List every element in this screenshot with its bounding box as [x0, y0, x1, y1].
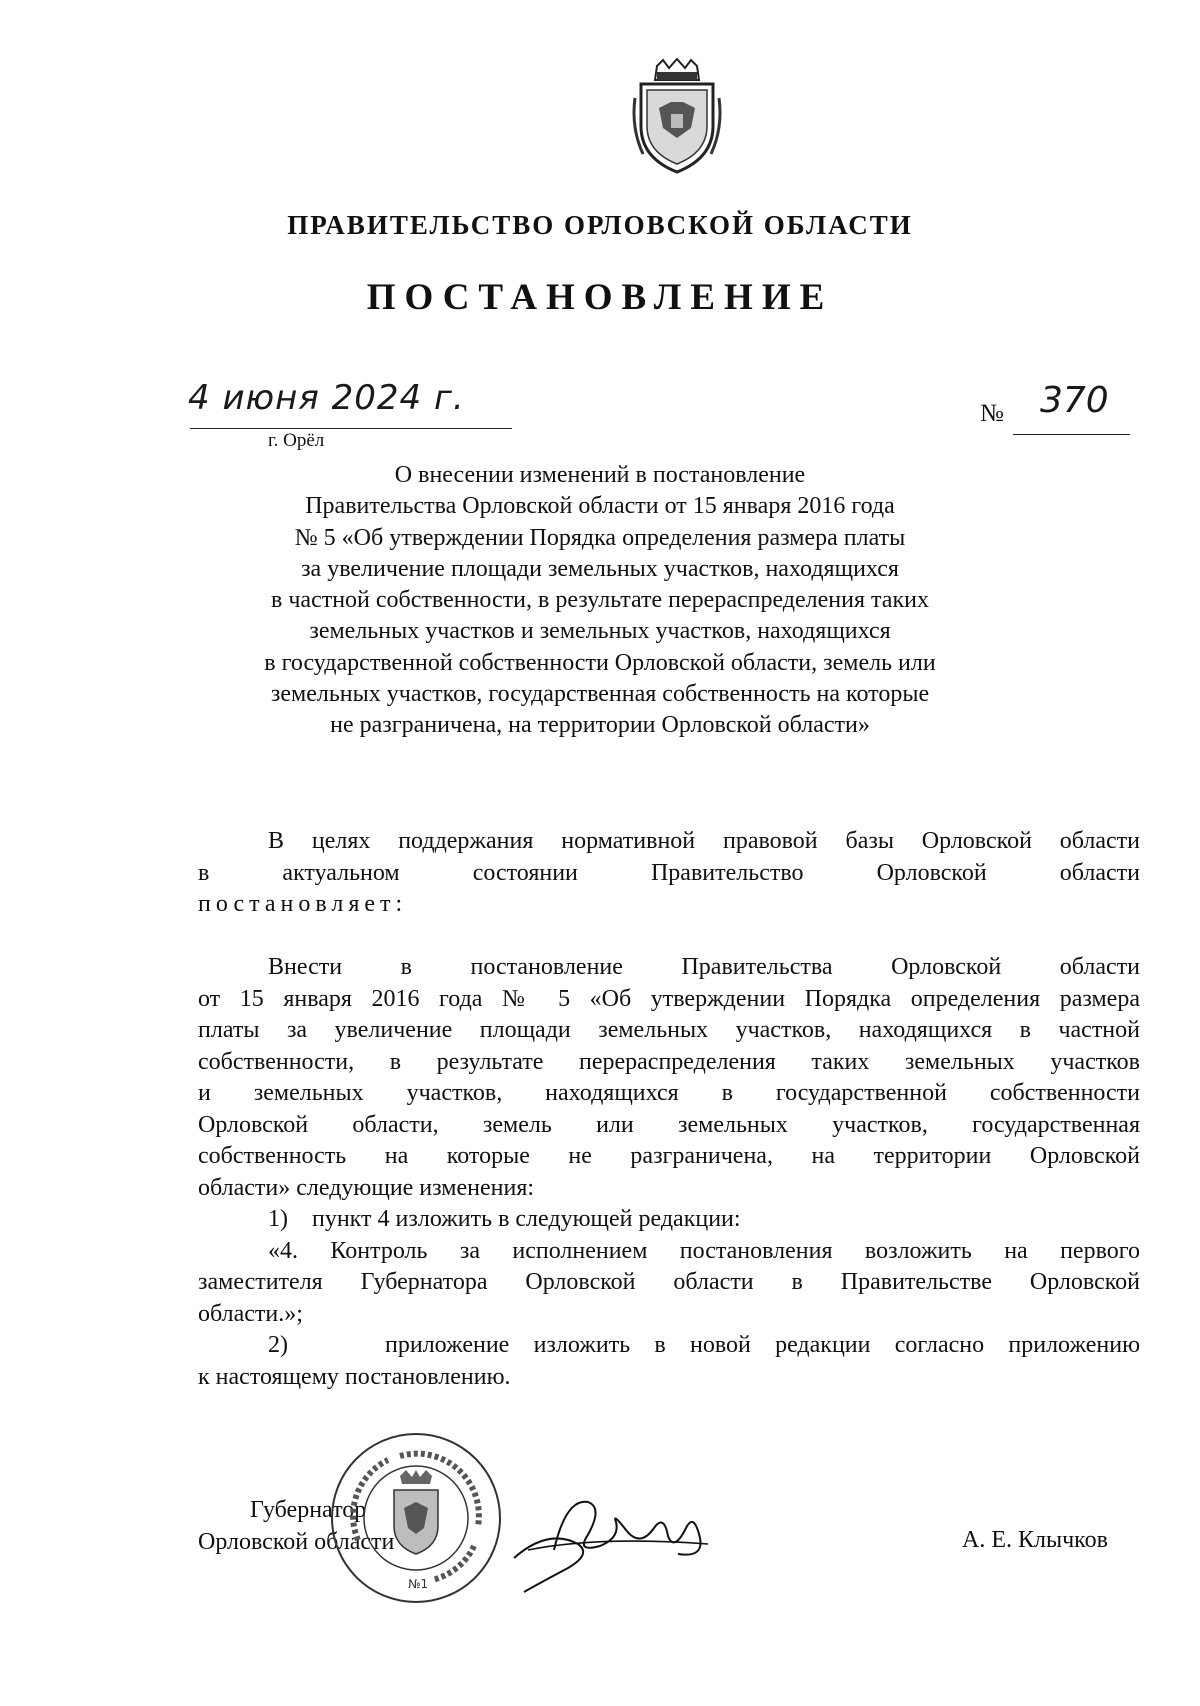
subject-line: № 5 «Об утверждении Порядка определения размера платы — [294, 524, 906, 551]
number-label: № — [980, 400, 1004, 427]
handwritten-date: 4 июня 2024 г. — [188, 378, 465, 418]
body-line: области» следующие изменения: — [198, 1174, 535, 1201]
quote-line: заместителя Губернатора Орловской области в Правительстве Орловской — [198, 1269, 1140, 1295]
body-line: Орловской области, земель или земельных участков, государственная — [198, 1111, 1140, 1138]
list-item-1: 1) пункт 4 изложить в следующей редакции: — [268, 1206, 741, 1232]
handwritten-number: 370 — [1040, 380, 1109, 421]
signer-name: А. Е. Клычков — [962, 1527, 1108, 1553]
organization-title: ПРАВИТЕЛЬСТВО ОРЛОВСКОЙ ОБЛАСТИ — [287, 210, 913, 240]
subject-line: за увеличение площади земельных участков, находящихся — [301, 555, 899, 582]
preamble-paragraph — [198, 826, 1140, 921]
number-underline — [1013, 434, 1130, 435]
svg-text:№1: №1 — [408, 1577, 429, 1591]
official-seal-stamp — [328, 1430, 504, 1606]
coat-of-arms-emblem — [627, 58, 727, 178]
subject-line: земельных участков, государственная собственность на которые — [270, 681, 930, 708]
subject-line: Правительства Орловской области от 15 января 2016 года — [305, 493, 895, 520]
quote-line: области.»; — [198, 1300, 303, 1327]
preamble-line: в актуальном состоянии Правительство Орловской области — [198, 859, 1140, 886]
document-subject — [210, 460, 990, 742]
body-line: собственности, в результате перераспределения таких земельных участков — [198, 1048, 1140, 1075]
body-line: платы за увеличение площади земельных участков, находящихся в частной — [198, 1017, 1140, 1043]
list-item-2: 2) приложение изложить в новой редакции согласно приложению — [268, 1332, 1140, 1358]
body-line: собственность на которые не разграничена, на территории Орловской — [198, 1143, 1140, 1169]
body-line: Внести в постановление Правительства Орловской области — [268, 954, 1140, 980]
body-line: и земельных участков, находящихся в государственной собственности — [198, 1080, 1140, 1106]
list-item-2-continuation: к настоящему постановлению. — [198, 1363, 511, 1390]
handwritten-signature — [508, 1488, 728, 1598]
subject-line: не разграничена, на территории Орловской области» — [330, 712, 870, 739]
body-line: от 15 января 2016 года № 5 «Об утверждении Порядка определения размера — [198, 985, 1140, 1012]
subject-line: земельных участков и земельных участков, находящихся — [309, 618, 891, 645]
document-type-title: ПОСТАНОВЛЕНИЕ — [366, 277, 834, 318]
quote-line: «4. Контроль за исполнением постановления возложить на первого — [268, 1237, 1140, 1264]
preamble-decision-word: постановляет: — [198, 891, 408, 917]
body-paragraph — [198, 952, 1140, 1393]
date-underline — [190, 428, 512, 429]
city-label: г. Орёл — [268, 430, 325, 451]
signer-position-line: Орловской области — [198, 1528, 395, 1555]
signer-position-line: Губернатор — [250, 1497, 367, 1523]
subject-line: О внесении изменений в постановление — [394, 462, 806, 488]
preamble-line: В целях поддержания нормативной правовой базы Орловской области — [268, 828, 1140, 854]
subject-line: в частной собственности, в результате перераспределения таких — [271, 587, 929, 614]
subject-line: в государственной собственности Орловской области, земель или — [264, 649, 936, 676]
